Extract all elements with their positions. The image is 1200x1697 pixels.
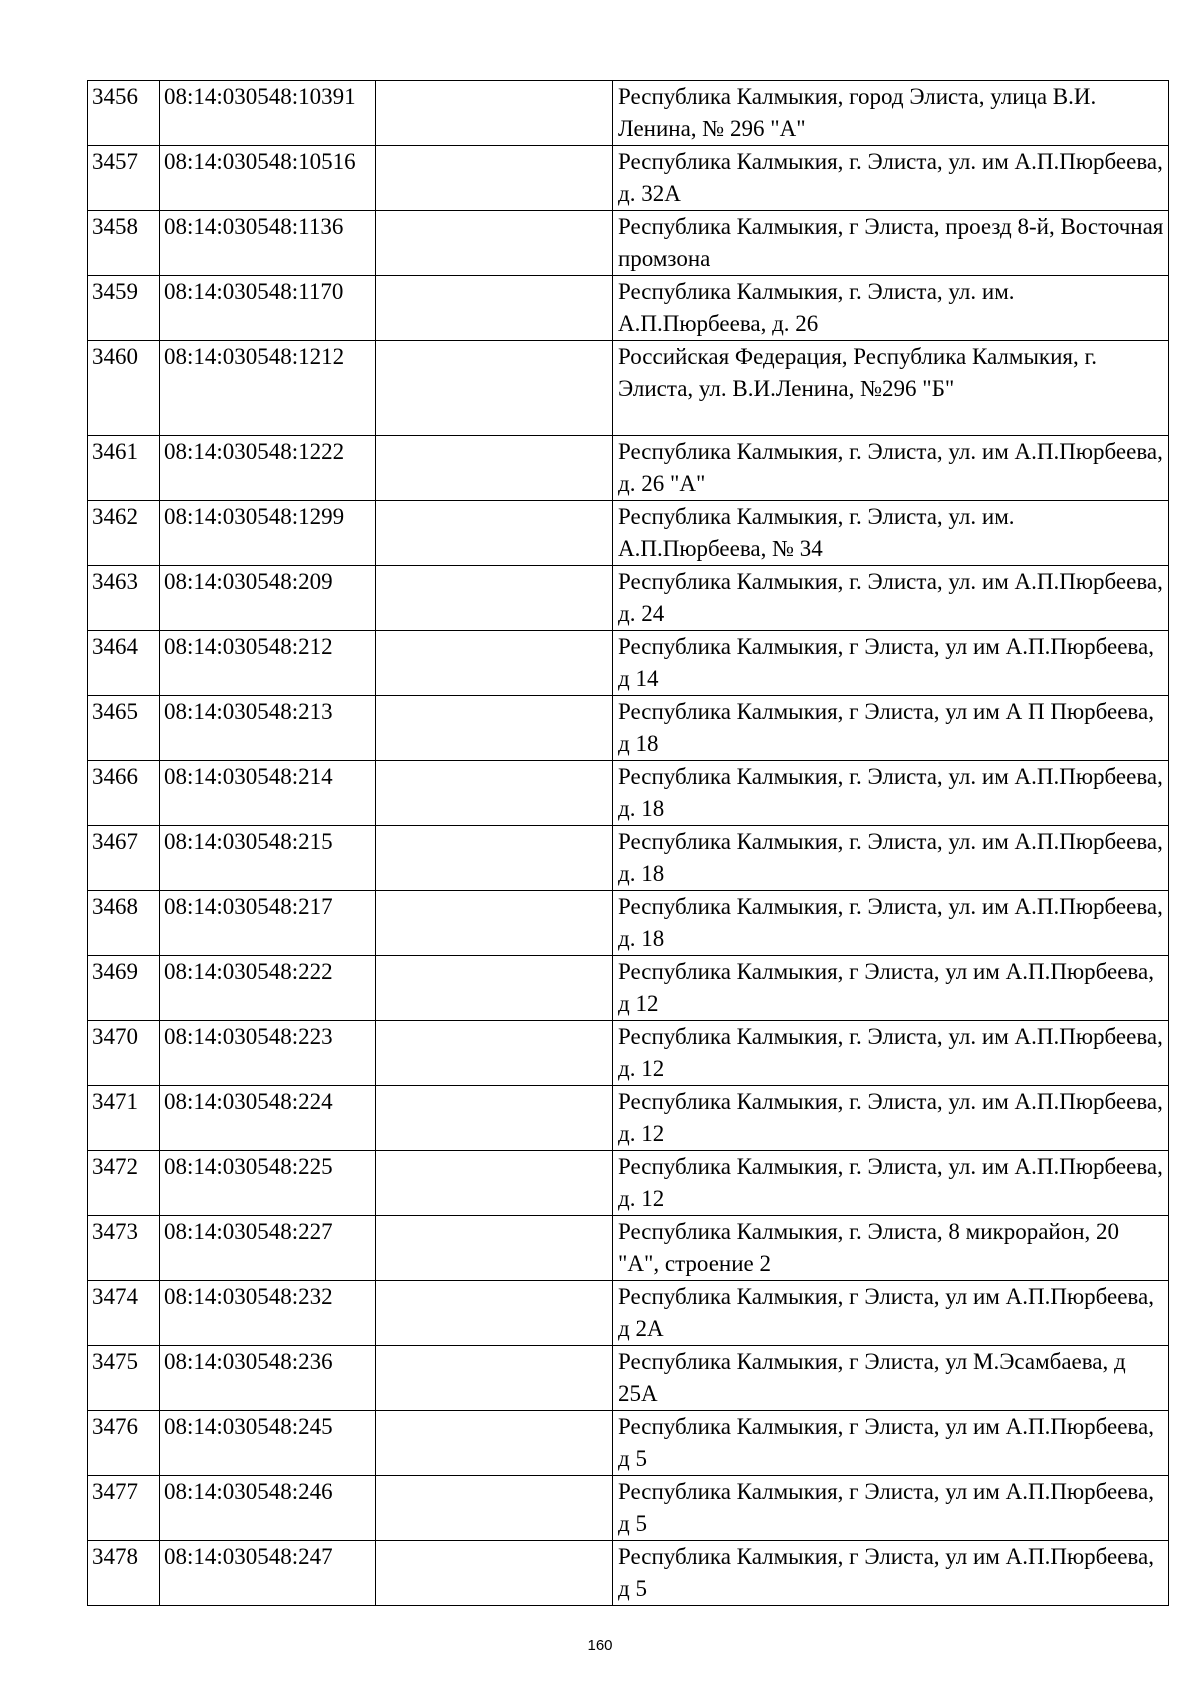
address: Республика Калмыкия, г. Элиста, ул. им А.П.Пюрбеева, д. 18 <box>613 891 1169 956</box>
empty-cell <box>376 761 613 826</box>
table-row <box>88 956 1169 1021</box>
cadastral-number: 08:14:030548:209 <box>160 566 376 631</box>
cadastral-number: 08:14:030548:246 <box>160 1476 376 1541</box>
empty-cell <box>376 1411 613 1476</box>
cadastral-number: 08:14:030548:227 <box>160 1216 376 1281</box>
page-number: 160 <box>587 1637 613 1654</box>
table-row <box>88 761 1169 826</box>
address: Российская Федерация, Республика Калмыкия, г. Элиста, ул. В.И.Ленина, №296 "Б" <box>613 341 1169 436</box>
row-number: 3476 <box>88 1411 160 1476</box>
table-row <box>88 566 1169 631</box>
row-number: 3470 <box>88 1021 160 1086</box>
row-number: 3468 <box>88 891 160 956</box>
cadastral-number: 08:14:030548:224 <box>160 1086 376 1151</box>
empty-cell <box>376 696 613 761</box>
row-number: 3457 <box>88 146 160 211</box>
table-row <box>88 1411 1169 1476</box>
cadastral-number: 08:14:030548:1170 <box>160 276 376 341</box>
cadastral-number: 08:14:030548:217 <box>160 891 376 956</box>
cadastral-number: 08:14:030548:236 <box>160 1346 376 1411</box>
cadastral-number: 08:14:030548:213 <box>160 696 376 761</box>
row-number: 3478 <box>88 1541 160 1606</box>
address: Республика Калмыкия, г. Элиста, ул. им А.П.Пюрбеева, д. 18 <box>613 826 1169 891</box>
empty-cell <box>376 631 613 696</box>
cadastral-number: 08:14:030548:215 <box>160 826 376 891</box>
row-number: 3460 <box>88 341 160 436</box>
table-row <box>88 436 1169 501</box>
row-number: 3462 <box>88 501 160 566</box>
table-row <box>88 341 1169 436</box>
cadastral-number: 08:14:030548:212 <box>160 631 376 696</box>
address: Республика Калмыкия, г. Элиста, ул. им А.П.Пюрбеева, д. 12 <box>613 1151 1169 1216</box>
table-row <box>88 1346 1169 1411</box>
empty-cell <box>376 1346 613 1411</box>
address: Республика Калмыкия, г Элиста, ул им А.П.Пюрбеева, д 2А <box>613 1281 1169 1346</box>
cadastral-number: 08:14:030548:232 <box>160 1281 376 1346</box>
registry-table <box>87 80 1169 1606</box>
row-number: 3473 <box>88 1216 160 1281</box>
empty-cell <box>376 1281 613 1346</box>
cadastral-number: 08:14:030548:10391 <box>160 81 376 146</box>
address: Республика Калмыкия, г Элиста, проезд 8-й, Восточная промзона <box>613 211 1169 276</box>
empty-cell <box>376 1086 613 1151</box>
cadastral-number: 08:14:030548:1136 <box>160 211 376 276</box>
row-number: 3472 <box>88 1151 160 1216</box>
table-row <box>88 891 1169 956</box>
cadastral-number: 08:14:030548:222 <box>160 956 376 1021</box>
address: Республика Калмыкия, г. Элиста, ул. им А.П.Пюрбеева, д. 26 "А" <box>613 436 1169 501</box>
cadastral-number: 08:14:030548:225 <box>160 1151 376 1216</box>
empty-cell <box>376 436 613 501</box>
address: Республика Калмыкия, г Элиста, ул им А П Пюрбеева, д 18 <box>613 696 1169 761</box>
table-row <box>88 1151 1169 1216</box>
address: Республика Калмыкия, г Элиста, ул им А.П.Пюрбеева, д 5 <box>613 1541 1169 1606</box>
cadastral-number: 08:14:030548:1299 <box>160 501 376 566</box>
cadastral-number: 08:14:030548:10516 <box>160 146 376 211</box>
address: Республика Калмыкия, г. Элиста, ул. им А.П.Пюрбеева, д. 32А <box>613 146 1169 211</box>
address: Республика Калмыкия, г Элиста, ул М.Эсамбаева, д 25А <box>613 1346 1169 1411</box>
row-number: 3475 <box>88 1346 160 1411</box>
row-number: 3463 <box>88 566 160 631</box>
table-row <box>88 211 1169 276</box>
address: Республика Калмыкия, г. Элиста, 8 микрорайон, 20 "А", строение 2 <box>613 1216 1169 1281</box>
cadastral-number: 08:14:030548:1212 <box>160 341 376 436</box>
row-number: 3464 <box>88 631 160 696</box>
address: Республика Калмыкия, г. Элиста, ул. им А.П.Пюрбеева, д. 12 <box>613 1086 1169 1151</box>
address: Республика Калмыкия, г Элиста, ул им А.П.Пюрбеева, д 5 <box>613 1476 1169 1541</box>
row-number: 3471 <box>88 1086 160 1151</box>
empty-cell <box>376 211 613 276</box>
table-row <box>88 826 1169 891</box>
table-row <box>88 1216 1169 1281</box>
table-row <box>88 146 1169 211</box>
address: Республика Калмыкия, г Элиста, ул им А.П.Пюрбеева, д 14 <box>613 631 1169 696</box>
table-row <box>88 81 1169 146</box>
empty-cell <box>376 1216 613 1281</box>
table-row <box>88 696 1169 761</box>
cadastral-number: 08:14:030548:223 <box>160 1021 376 1086</box>
cadastral-number: 08:14:030548:247 <box>160 1541 376 1606</box>
row-number: 3461 <box>88 436 160 501</box>
row-number: 3465 <box>88 696 160 761</box>
row-number: 3469 <box>88 956 160 1021</box>
table-row <box>88 631 1169 696</box>
empty-cell <box>376 956 613 1021</box>
address: Республика Калмыкия, г. Элиста, ул. им А.П.Пюрбеева, д. 24 <box>613 566 1169 631</box>
table-row <box>88 501 1169 566</box>
cadastral-number: 08:14:030548:1222 <box>160 436 376 501</box>
empty-cell <box>376 81 613 146</box>
empty-cell <box>376 891 613 956</box>
address: Республика Калмыкия, город Элиста, улица В.И. Ленина, № 296 "А" <box>613 81 1169 146</box>
address: Республика Калмыкия, г Элиста, ул им А.П.Пюрбеева, д 12 <box>613 956 1169 1021</box>
empty-cell <box>376 1151 613 1216</box>
row-number: 3459 <box>88 276 160 341</box>
table-row <box>88 1086 1169 1151</box>
empty-cell <box>376 566 613 631</box>
row-number: 3474 <box>88 1281 160 1346</box>
empty-cell <box>376 826 613 891</box>
cadastral-number: 08:14:030548:245 <box>160 1411 376 1476</box>
empty-cell <box>376 1021 613 1086</box>
address: Республика Калмыкия, г. Элиста, ул. им. А.П.Пюрбеева, № 34 <box>613 501 1169 566</box>
address: Республика Калмыкия, г Элиста, ул им А.П.Пюрбеева, д 5 <box>613 1411 1169 1476</box>
empty-cell <box>376 276 613 341</box>
empty-cell <box>376 341 613 436</box>
row-number: 3458 <box>88 211 160 276</box>
table-row <box>88 1021 1169 1086</box>
empty-cell <box>376 146 613 211</box>
table-row <box>88 276 1169 341</box>
address: Республика Калмыкия, г. Элиста, ул. им А.П.Пюрбеева, д. 12 <box>613 1021 1169 1086</box>
table-row <box>88 1476 1169 1541</box>
row-number: 3477 <box>88 1476 160 1541</box>
row-number: 3467 <box>88 826 160 891</box>
empty-cell <box>376 501 613 566</box>
address: Республика Калмыкия, г. Элиста, ул. им. А.П.Пюрбеева, д. 26 <box>613 276 1169 341</box>
empty-cell <box>376 1541 613 1606</box>
empty-cell <box>376 1476 613 1541</box>
table-row <box>88 1541 1169 1606</box>
table-row <box>88 1281 1169 1346</box>
cadastral-number: 08:14:030548:214 <box>160 761 376 826</box>
row-number: 3466 <box>88 761 160 826</box>
address: Республика Калмыкия, г. Элиста, ул. им А.П.Пюрбеева, д. 18 <box>613 761 1169 826</box>
row-number: 3456 <box>88 81 160 146</box>
